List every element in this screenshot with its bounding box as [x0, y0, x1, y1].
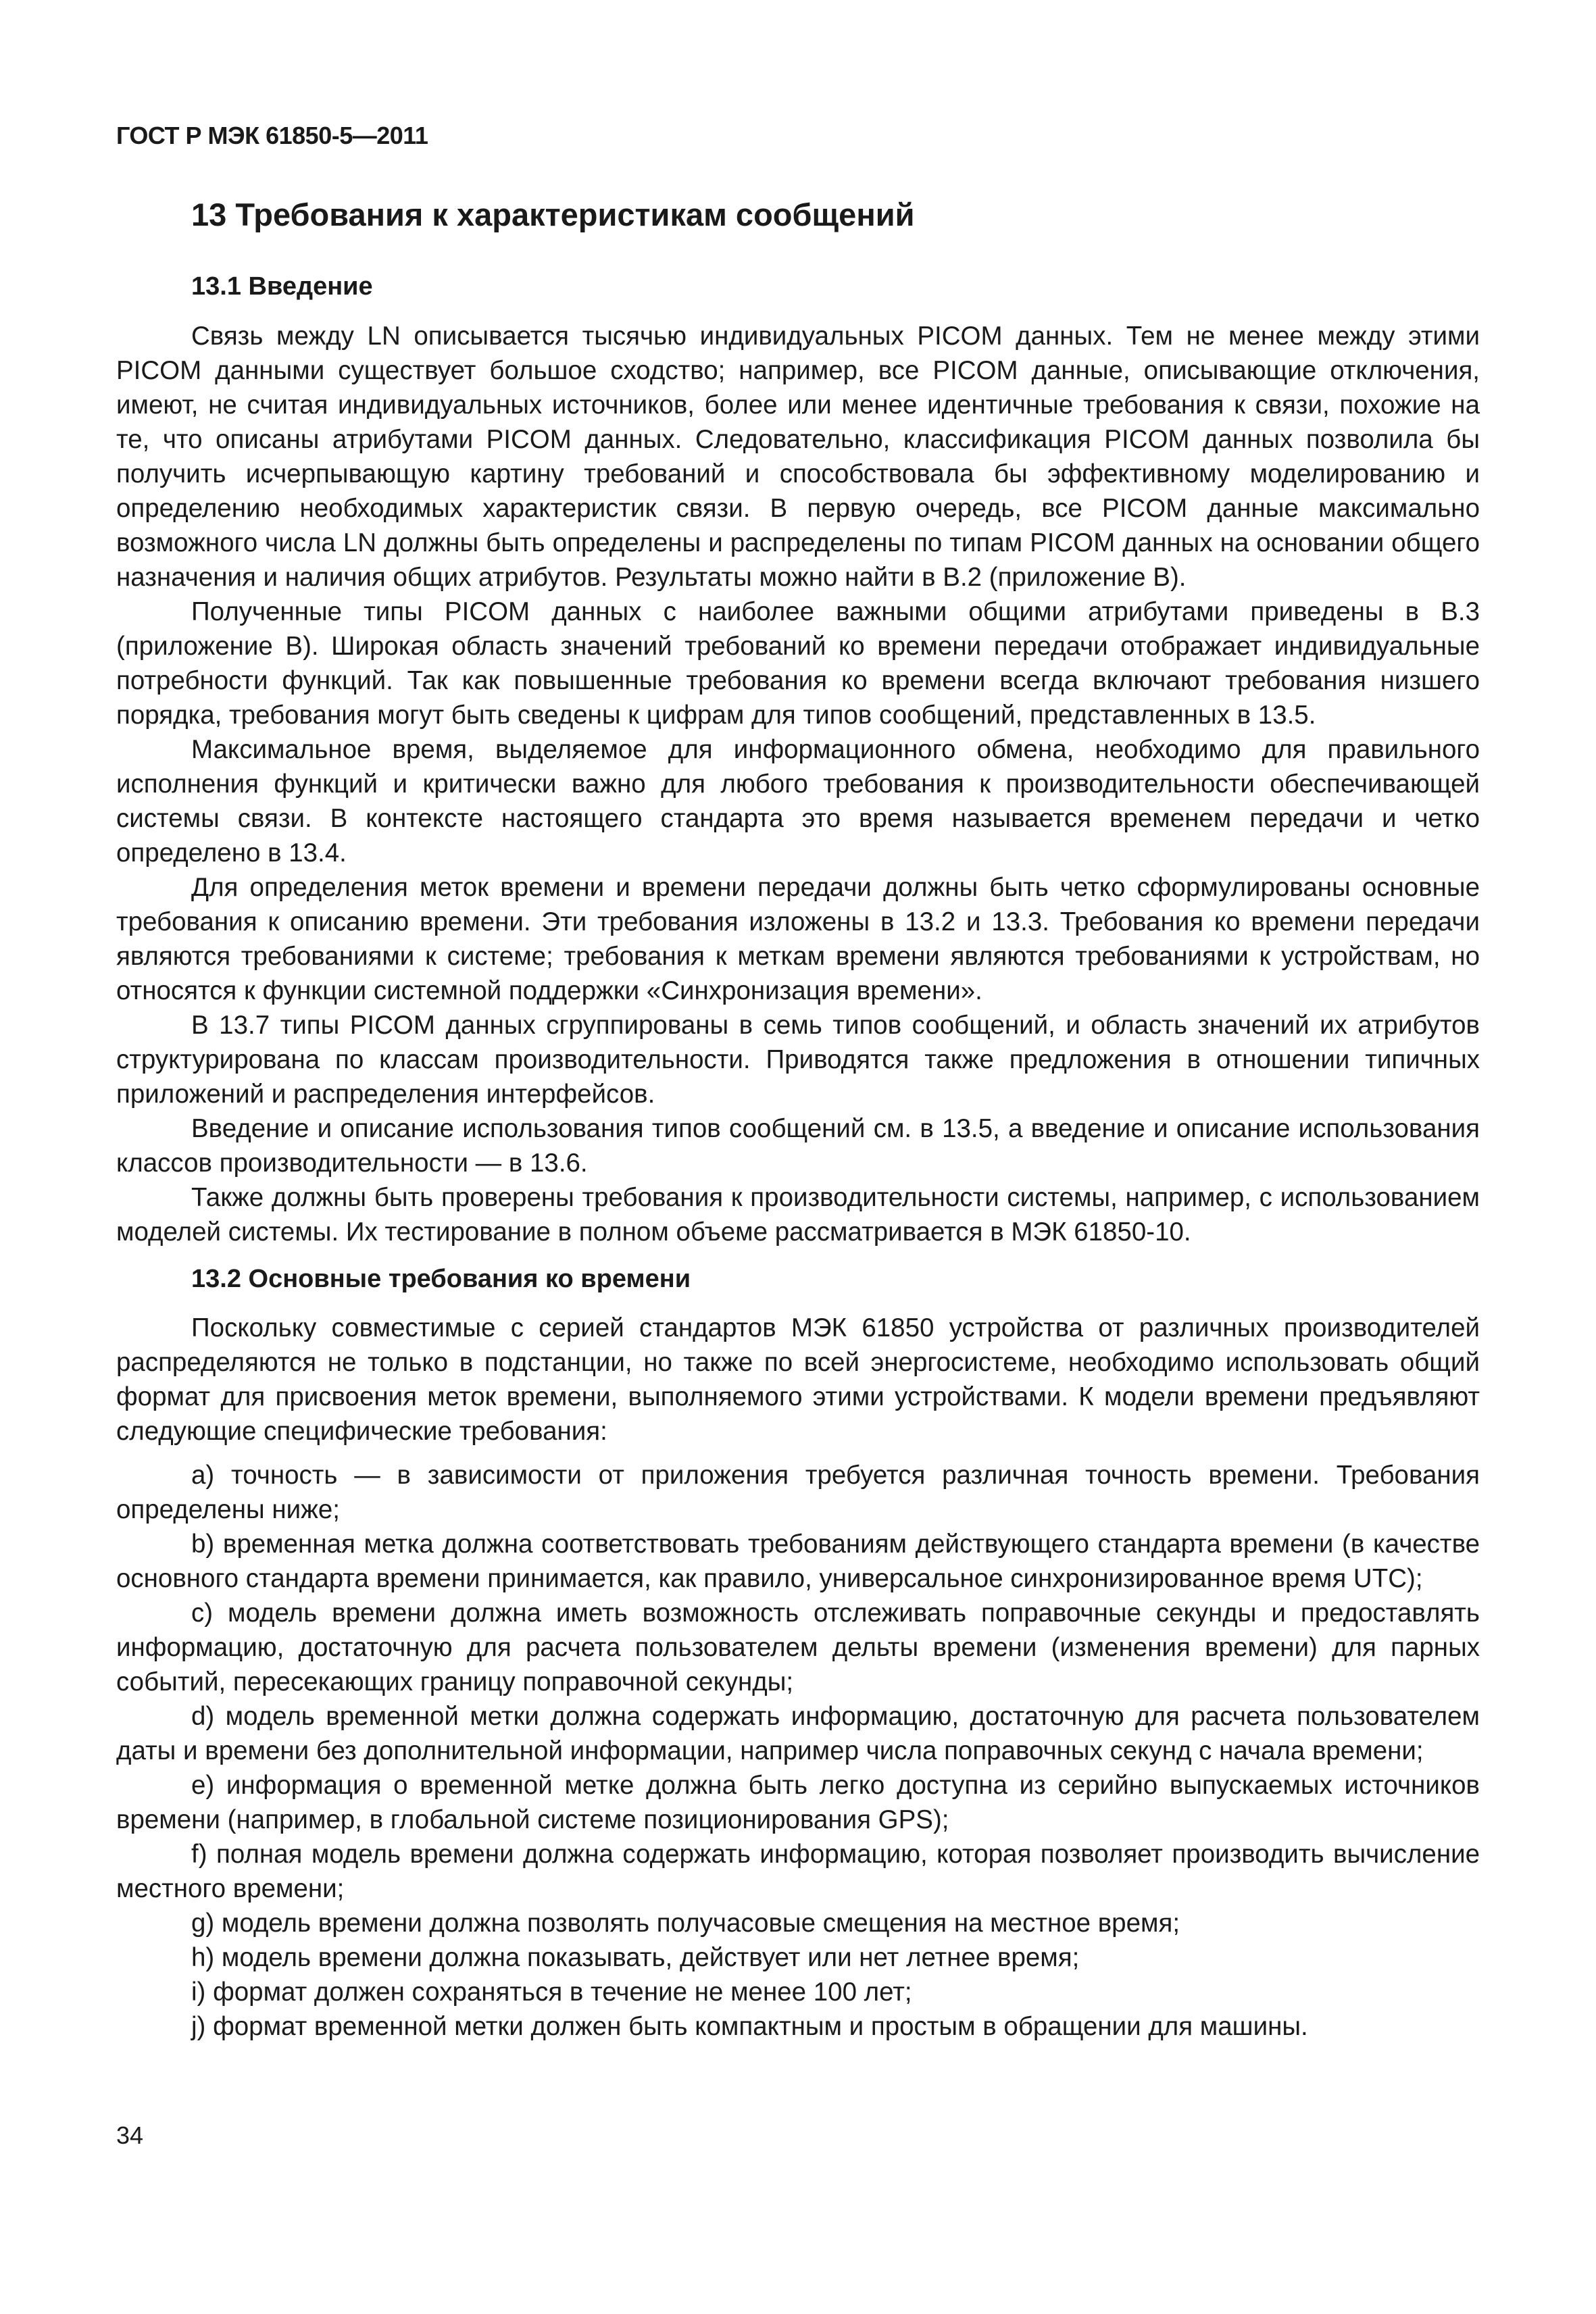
- paragraph: Связь между LN описывается тысячью индивидуальных PICOM данных. Тем не менее между этими PICOM данными существует большое сходство; например, все PICOM данные, описывающие отключения, имеют, не считая индивидуальных источников, более или менее идентичные требования к связи, похожие на те, что описаны атрибутами PICOM данных. Следовательно, классификация PICOM данных позволила бы получить исчерпывающую картину требований и способствовала бы эффективному моделированию и определению необходимых характеристик связи. В первую очередь, все PICOM данные максимально возможного числа LN должны быть определены и распределены по типам PICOM данных на основании общего назначения и наличия общих атрибутов. Результаты можно найти в В.2 (приложение В).: [116, 321, 1480, 592]
- list-item: а) точность — в зависимости от приложения требуется различная точность времени. Требования определены ниже;: [116, 1461, 1480, 1525]
- subsection-title-13-1: 13.1 Введение: [191, 272, 373, 301]
- paragraph: Полученные типы PICOM данных с наиболее важными общими атрибутами приведены в В.3 (приложение В). Широкая область значений требований ко времени передачи отображает индивидуальные потребности функций. Так как повышенные требования ко времени всегда включают требования низшего порядка, требования могут быть сведены к цифрам для типов сообщений, представленных в 13.5.: [116, 597, 1480, 730]
- paragraph: Также должны быть проверены требования к производительности системы, например, с использованием моделей системы. Их тестирование в полном объеме рассматривается в МЭК 61850-10.: [116, 1182, 1480, 1247]
- section-title: 13 Требования к характеристикам сообщений: [191, 197, 915, 232]
- page-number: 34: [116, 2121, 144, 2149]
- list-item: h) модель времени должна показывать, действует или нет летнее время;: [191, 1943, 1080, 1973]
- list-item: d) модель временной метки должна содержать информацию, достаточную для расчета пользователем даты и времени без дополнительной информации, например числа поправочных секунд с начала времени;: [116, 1702, 1480, 1766]
- list-item: b) временная метка должна соответствовать требованиям действующего стандарта времени (в качестве основного стандарта времени принимается, как правило, универсальное синхронизированное время UTC);: [116, 1530, 1480, 1594]
- paragraph: Поскольку совместимые с серией стандартов МЭК 61850 устройства от различных производителей распределяются не только в подстанции, но также по всей энергосистеме, необходимо использовать общий формат для присвоения меток времени, выполняемого этими устройствами. К модели времени предъявляют следующие специфические требования:: [116, 1313, 1480, 1447]
- list-item: c) модель времени должна иметь возможность отслеживать поправочные секунды и предоставлять информацию, достаточную для расчета пользователем дельты времени (изменения времени) для парных событий, пересекающих границу поправочной секунды;: [116, 1599, 1480, 1697]
- list-item: g) модель времени должна позволять получасовые смещения на местное время;: [191, 1909, 1180, 1938]
- paragraph: Для определения меток времени и времени передачи должны быть четко сформулированы основные требования к описанию времени. Эти требования изложены в 13.2 и 13.3. Требования ко времени передачи являются требованиями к системе; требования к меткам времени являются требованиями к устройствам, но относятся к функции системной поддержки «Синхронизация времени».: [116, 872, 1480, 1005]
- list-item: e) информация о временной метке должна быть легко доступна из серийно выпускаемых источников времени (например, в глобальной системе позиционирования GPS);: [116, 1771, 1480, 1835]
- list-item: j) формат временной метки должен быть компактным и простым в обращении для машины.: [191, 2012, 1308, 2042]
- paragraph: Максимальное время, выделяемое для информационного обмена, необходимо для правильного исполнения функций и критически важно для любого требования к производительности обеспечивающей системы связи. В контексте настоящего стандарта это время называется временем передачи и четко определено в 13.4.: [116, 734, 1480, 867]
- document-body: [116, 196, 1480, 2044]
- subsection-title-13-2: 13.2 Основные требования ко времени: [191, 1264, 691, 1293]
- list-item: i) формат должен сохраняться в течение не менее 100 лет;: [191, 1978, 912, 2007]
- document-header: ГОСТ Р МЭК 61850-5—2011: [116, 122, 428, 149]
- list-item: f) полная модель времени должна содержать информацию, которая позволяет производить вычисление местного времени;: [116, 1840, 1480, 1904]
- paragraph: В 13.7 типы PICOM данных сгруппированы в семь типов сообщений, и область значений их атрибутов структурирована по классам производительности. Приводятся также предложения в отношении типичных приложений и распределения интерфейсов.: [116, 1010, 1480, 1109]
- paragraph: Введение и описание использования типов сообщений см. в 13.5, а введение и описание использования классов производительности — в 13.6.: [116, 1113, 1480, 1178]
